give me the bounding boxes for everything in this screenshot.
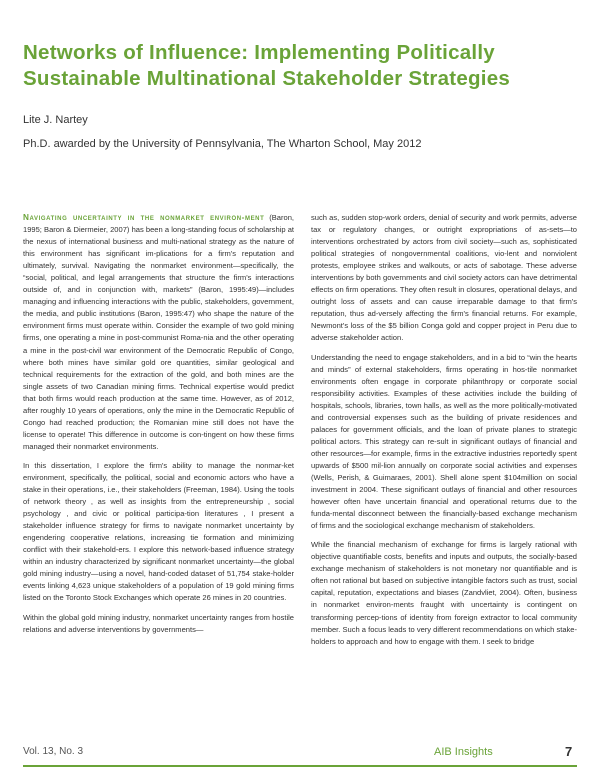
right-paragraph-1: such as, sudden stop-work orders, denial of security and work permits, adverse tax or regulatory changes, or outright expropriations of as-sets—to interventions orchestrated by actors from civil society—such as, sophisticated political strategies of nongovernmental coalitions, vio-lent and nonviolent protests, employee strikes and walkouts, or acts of sabotage. These adverse interventions by both governments and civil society actors can have detrimental effects on firm operations. They often result in closures, operational delays, and outright loss of assets and can cause irreparable damage to that firm's reputation, thus ad-versely affecting the firm's financial returns. For example, Newmont's loss of the $5 billion Conga gold and copper project in Peru due to adverse stakeholder action. <box>311 213 577 343</box>
footer-rule <box>23 765 577 767</box>
left-paragraph-1 <box>23 212 294 453</box>
article-title: Networks of Influence: Implementing Politically Sustainable Multinational Stakeholder Strategies <box>23 41 511 90</box>
volume-issue: Vol. 13, No. 3 <box>23 746 84 757</box>
left-column <box>23 212 294 643</box>
degree-line: Ph.D. awarded by the University of Pennsylvania, The Wharton School, May 2012 <box>23 138 422 150</box>
author-name: Lite J. Nartey <box>23 114 88 126</box>
right-paragraph-2: Understanding the need to engage stakeholders, and in a bid to “win the hearts and minds” of external stakeholders, firms operating in hos-tile nonmarket environments often engage in corporate philanthropy or corporate social responsibility activities. Examples of these activities include the building of hospitals, schools, libraries, town halls, as well as the more politically-motivated and controversial expenses such as the building of private residences and palaces for government officials, and the loan of private planes to strategic political actors. This strategy can re-sult in significant outlays of financial and other resources—for example, firms in the extractive industries reportedly spent upwards of $500 mil-lion annually on corporate social activities and expenses (Wells, Perish, & Guimaraes, 2001). Shell alone spent $104million on social investment in 2004. These significant outlays of financial and other resources however often have uncertain financial and operational returns due to the funda-mental disconnect between the financially-based exchange mechanism of firms and the sociological exchange mechanism of stakeholders. <box>311 352 577 531</box>
right-column <box>311 212 577 655</box>
opening-lead-in: Navigating uncertainty in the nonmarket environ-ment <box>23 213 265 222</box>
left-paragraph-3: Within the global gold mining industry, nonmarket uncertainty ranges from hostile relations and adverse interventions by governments— <box>23 612 294 634</box>
journal-name: AIB Insights <box>434 746 493 758</box>
right-paragraph-3: While the financial mechanism of exchange for firms is largely rational with objective quantifiable costs, benefits and inputs and outputs, the socially-based exchange mechanism of stakeholders is not monetary nor quantifiable and is often not rational but based on subjective intangible factors such as trust, social capital, reputation, expectations and biases (Zandvliet, 2004). Often, business in nonmarket environ-ments fraught with uncertainty is contingent on transforming percep-tions of identity from foreign extractor to local community member. Such a focus leads to very different recommendations on which stake-holders to approach and how to engage with them. I seek to bridge <box>311 540 577 646</box>
left-paragraph-1-text: (Baron, 1995; Baron & Diermeier, 2007) has been a long-standing focus of scholarship at the nexus of international business and multi-national strategy as the nature of this environment has significant im-plications for a firm's reputation and ultimately, survival. Navigating the nonmarket environment—specifically, the “social, political, and legal arrangements that structure the firm's interactions outside of, and in conjunction with, markets” (Baron, 1995:49)—includes managing and influencing interactions with the public, stakeholders, government, the media, and public institutions (Baron, 1995:47) who shape the nature of the environment firms must operate within. Consider the example of two gold mining firms, one operating a mine in post-communist Roma-nia and the other operating a mine in the post-civil war environment of the Democratic Republic of Congo, where both mines have similar gold ore quantities, similar geological and technical requirements for the extraction of the gold, and both mines are the single assets of two Canadian mining firms. Technical expertise would predict that both firms would reach production at the same time. However, as of 2012, after roughly 10 years of operations, only the mine in the Democratic Republic of Congo had reached production; the Romanian mine still does not have the license to operate! This difference in outcome is con-tingent on how these firms managed their nonmarket environments. <box>23 213 294 451</box>
left-paragraph-2: In this dissertation, I explore the firm's ability to manage the nonmar-ket environment, specifically, the political, social and economic actors who have a stake in their operations, i.e., their stakeholders (Freeman, 1984). Using the tools of network theory , as well as insights from the entrepreneurship , social psychology , and civic or political participa-tion literatures , I present a stakeholder influence strategy for firms to navigate nonmarket uncertainty by engendering cooperative relations, increasing tie formation and minimizing conflict with their stakehold-ers. I explore this network-based influence strategy within an industry characterized by significant nonmarket uncertainty—the global gold mining industry—using a novel, hand-coded dataset of 51,754 stake-holder events linking 4,623 unique stakeholders of a population of 19 gold mining firms listed on the Toronto Stock Exchanges which operate 26 mines in 20 countries. <box>23 460 294 603</box>
page-number: 7 <box>565 744 573 759</box>
